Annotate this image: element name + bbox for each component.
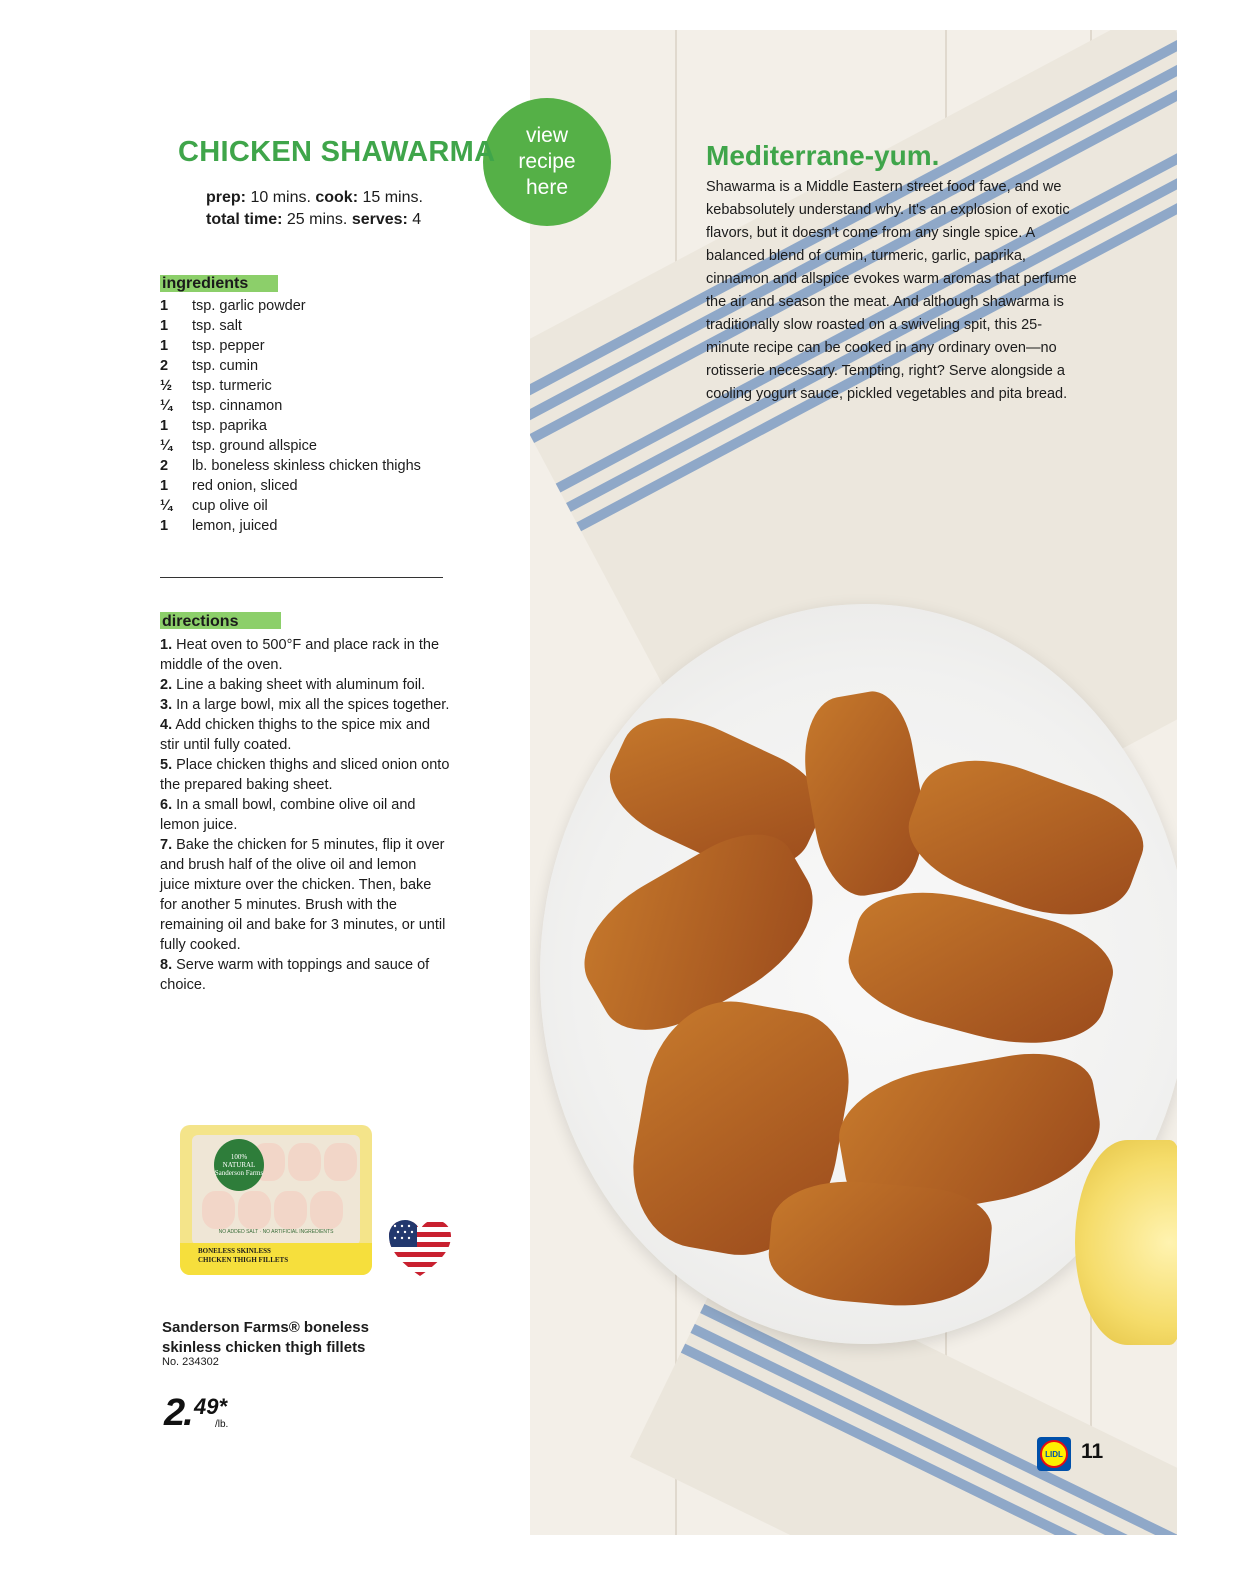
view-recipe-line1: view bbox=[525, 124, 568, 147]
feature-body: Shawarma is a Middle Eastern street food fave, and we kebabsolutely understand why. It's an explosion of exotic flavors, but it doesn't come from any single spice. A balanced blend of cumin, turmeric, garlic, paprika, cinnamon and allspice evokes warm aromas that perfume the air and season the meat. And although shawarma is traditionally slow roasted on a swiveling spit, this 25-minute recipe can be cooked in any ordinary oven—no rotisserie necessary. Tempting, right? Serve alongside a cooling yogurt sauce, pickled vegetables and pita bread. bbox=[706, 179, 1077, 402]
ingredient-item: lemon, juiced bbox=[192, 518, 278, 534]
direction-step-text: Line a baking sheet with aluminum foil. bbox=[172, 677, 426, 693]
ingredient-item: tsp. paprika bbox=[192, 418, 267, 434]
direction-step bbox=[160, 715, 450, 755]
ingredient-item: lb. boneless skinless chicken thighs bbox=[192, 458, 421, 474]
directions-heading: directions bbox=[162, 613, 239, 630]
ingredient-item: cup olive oil bbox=[192, 498, 268, 514]
direction-step bbox=[160, 695, 450, 715]
ingredient-row bbox=[160, 296, 421, 316]
ingredient-item: tsp. cumin bbox=[192, 358, 259, 374]
tray-label bbox=[180, 1243, 372, 1275]
direction-step-number: 8. bbox=[160, 957, 173, 973]
total-time-value: 25 mins. bbox=[282, 211, 352, 228]
ingredient-qty: 1 bbox=[160, 518, 169, 534]
serves-value: 4 bbox=[407, 211, 422, 228]
ingredient-item: tsp. pepper bbox=[192, 338, 265, 354]
ingredient-qty: ½ bbox=[160, 378, 173, 394]
ingredient-row bbox=[160, 316, 421, 336]
direction-step-number: 2. bbox=[160, 677, 173, 693]
ingredient-row bbox=[160, 396, 421, 416]
direction-step bbox=[160, 955, 450, 995]
direction-step bbox=[160, 795, 450, 835]
ingredient-row bbox=[160, 416, 421, 436]
direction-step bbox=[160, 675, 450, 695]
direction-step-text: Add chicken thighs to the spice mix and stir until fully coated. bbox=[160, 717, 431, 753]
prep-value: 10 mins. bbox=[246, 189, 316, 206]
ingredients-heading: ingredients bbox=[162, 275, 249, 292]
page-number: 11 bbox=[1081, 1440, 1104, 1463]
ingredient-row bbox=[160, 436, 421, 456]
direction-step-text: Bake the chicken for 5 minutes, flip it over and brush half of the olive oil and lemon juice mixture over the chicken. Then, bake for another 5 minutes. Brush with the remaining oil and bake for 3 minutes, or until fully cooked. bbox=[160, 837, 446, 953]
direction-step bbox=[160, 635, 450, 675]
ingredient-qty: 1 bbox=[160, 318, 169, 334]
direction-step-number: 6. bbox=[160, 797, 173, 813]
cook-value: 15 mins. bbox=[358, 189, 423, 206]
direction-step-number: 4. bbox=[160, 717, 173, 733]
ingredient-row bbox=[160, 376, 421, 396]
ingredient-qty: 2 bbox=[160, 458, 169, 474]
product-image bbox=[180, 1125, 372, 1275]
recipe-timing bbox=[206, 187, 423, 231]
ingredient-row bbox=[160, 516, 421, 536]
lemon-wedge bbox=[1075, 1140, 1177, 1345]
recipe-title: CHICKEN SHAWARMA bbox=[178, 136, 496, 168]
total-time-label: total time: bbox=[206, 211, 283, 228]
price-dollars: 2. bbox=[164, 1392, 192, 1434]
ingredient-qty: 1 bbox=[160, 298, 169, 314]
cook-label: cook: bbox=[315, 189, 359, 206]
ingredient-qty: ¼ bbox=[160, 438, 173, 454]
timing-line-2 bbox=[206, 209, 423, 231]
ingredient-qty: 2 bbox=[160, 358, 169, 374]
ingredient-row bbox=[160, 356, 421, 376]
ingredient-qty: 1 bbox=[160, 418, 169, 434]
ingredient-item: tsp. garlic powder bbox=[192, 298, 306, 314]
ingredient-row bbox=[160, 336, 421, 356]
ingredient-row bbox=[160, 476, 421, 496]
product-name: Sanderson Farms® boneless skinless chicken thigh fillets bbox=[162, 1319, 369, 1356]
serves-label: serves: bbox=[351, 211, 408, 228]
direction-step-number: 1. bbox=[160, 637, 173, 653]
view-recipe-button[interactable] bbox=[483, 98, 611, 226]
tray-tagline: NO ADDED SALT · NO ARTIFICIAL INGREDIENTS bbox=[218, 1229, 334, 1235]
us-flag-heart-icon bbox=[387, 1218, 453, 1278]
ingredient-item: tsp. ground allspice bbox=[192, 438, 317, 454]
tray-label-line2: CHICKEN THIGH FILLETS bbox=[198, 1256, 289, 1264]
ingredients-list bbox=[160, 296, 421, 536]
price-unit: /lb. bbox=[215, 1419, 229, 1430]
direction-step-text: Heat oven to 500°F and place rack in the middle of the oven. bbox=[160, 637, 440, 673]
lidl-logo bbox=[1037, 1437, 1071, 1471]
product-number: No. 234302 bbox=[162, 1356, 219, 1368]
feature-title: Mediterrane-yum. bbox=[706, 140, 940, 171]
prep-label: prep: bbox=[206, 189, 246, 206]
sanderson-farms-badge: 100% NATURAL Sanderson Farms bbox=[214, 1139, 264, 1191]
view-recipe-line2: recipe bbox=[518, 150, 576, 173]
direction-step-number: 5. bbox=[160, 757, 173, 773]
direction-step-text: Place chicken thighs and sliced onion onto the prepared baking sheet. bbox=[160, 757, 450, 793]
direction-step-number: 7. bbox=[160, 837, 173, 853]
directions-list bbox=[160, 635, 450, 995]
view-recipe-line3: here bbox=[525, 176, 569, 199]
ingredient-item: red onion, sliced bbox=[192, 478, 298, 494]
direction-step-text: Serve warm with toppings and sauce of choice. bbox=[160, 957, 430, 993]
price-cents: 49* bbox=[194, 1394, 228, 1419]
section-divider bbox=[160, 577, 443, 578]
ingredient-qty: ¼ bbox=[160, 398, 173, 414]
lidl-logo-text: LIDL bbox=[1040, 1440, 1068, 1468]
ingredient-item: tsp. cinnamon bbox=[192, 398, 283, 414]
ingredient-item: tsp. turmeric bbox=[192, 378, 272, 394]
direction-step-text: In a small bowl, combine olive oil and lemon juice. bbox=[160, 797, 416, 833]
ingredient-item: tsp. salt bbox=[192, 318, 242, 334]
ingredient-qty: 1 bbox=[160, 338, 169, 354]
ingredient-qty: ¼ bbox=[160, 498, 173, 514]
direction-step-number: 3. bbox=[160, 697, 173, 713]
direction-step-text: In a large bowl, mix all the spices together. bbox=[172, 697, 450, 713]
tray-label-line1: BONELESS SKINLESS bbox=[198, 1247, 271, 1255]
direction-step bbox=[160, 755, 450, 795]
direction-step bbox=[160, 835, 450, 955]
ingredient-row bbox=[160, 496, 421, 516]
timing-line-1 bbox=[206, 187, 423, 209]
ingredient-qty: 1 bbox=[160, 478, 169, 494]
ingredient-row bbox=[160, 456, 421, 476]
product-price bbox=[164, 1392, 229, 1435]
